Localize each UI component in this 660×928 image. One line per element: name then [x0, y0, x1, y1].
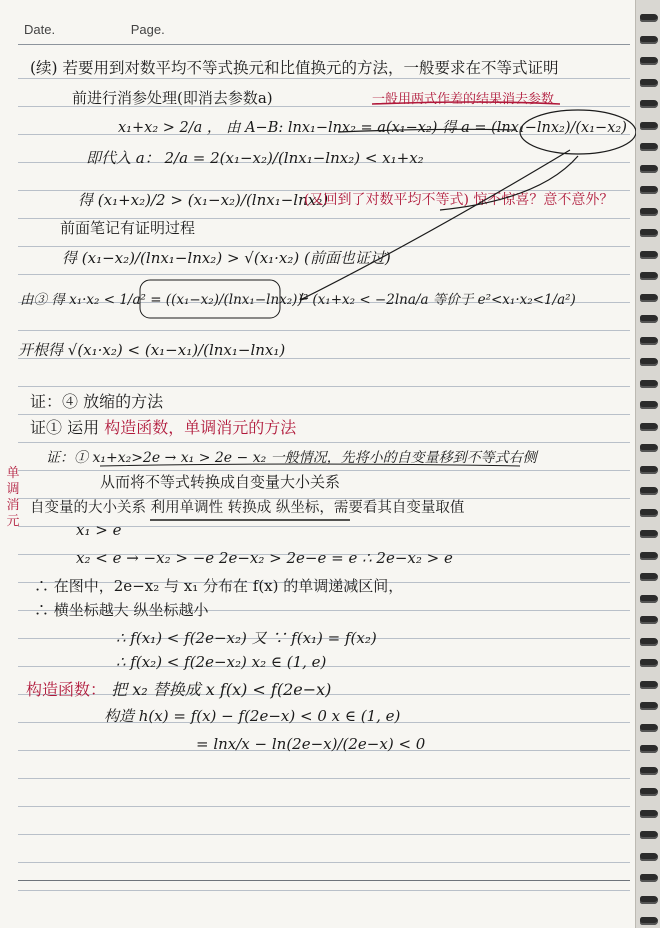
- note-line-23: = lnx/x − ln(2e−x)/(2e−x) < 0: [196, 735, 426, 753]
- note-line-1: (续) 若要用到对数平均不等式换元和比值换元的方法，一般要求在不等式证明: [30, 59, 559, 77]
- binding-ring: [640, 573, 658, 581]
- date-label: Date.: [24, 22, 56, 37]
- note-line-4: 即代入 a： 2/a = 2(x₁−x₂)/(lnx₁−lnx₂) < x₁+x₂: [86, 149, 424, 167]
- binding-ring: [640, 251, 658, 259]
- binding-ring: [640, 509, 658, 517]
- note-line-2: 前进行消参处理(即消去参数a): [72, 89, 273, 107]
- binding-ring: [640, 530, 658, 538]
- connector-arrow-1: [440, 156, 578, 210]
- note-line-13: 从而将不等式转换成自变量大小关系: [100, 473, 341, 491]
- binding-ring: [640, 788, 658, 796]
- binding-ring: [640, 853, 658, 861]
- binding-ring: [640, 122, 658, 130]
- binding-ring: [640, 14, 658, 22]
- binding-ring: [640, 165, 658, 173]
- binding-ring: [640, 423, 658, 431]
- binding-ring: [640, 143, 658, 151]
- page-label: Page.: [130, 22, 165, 37]
- red-underline: [372, 102, 560, 104]
- binding-ring: [640, 36, 658, 44]
- binding-ring: [640, 616, 658, 624]
- note-line-15: x₁ > e: [76, 521, 122, 539]
- binding-ring: [640, 681, 658, 689]
- binding-ring: [640, 315, 658, 323]
- connector-arrow-2: [300, 150, 570, 300]
- note-line-8: 由③ 得 x₁·x₂ < 1/a² = ((x₁−x₂)/(lnx₁−lnx₂))² (x₁+x₂ < −2lna/a 等价于 e²<x₁·x₂<1/a²): [20, 292, 576, 308]
- method-construct-label: 构造函数，单调消元的方法: [104, 418, 297, 437]
- note-line-12: 证：① x₁+x₂>2e → x₁ > 2e − x₂ 一般情况，先将小的自变量移到不等式右侧: [46, 450, 537, 466]
- squared-fraction-box: [140, 280, 280, 318]
- binding-ring: [640, 767, 658, 775]
- binding-ring: [640, 380, 658, 388]
- binding-ring: [640, 401, 658, 409]
- note-line-22: 构造 h(x) = f(x) − f(2e−x) < 0 x ∈ (1, e): [104, 707, 401, 725]
- a-expression-circle: [520, 110, 636, 154]
- binding-ring: [640, 358, 658, 366]
- binding-ring: [640, 229, 658, 237]
- binding-ring: [640, 466, 658, 474]
- binding-ring: [640, 100, 658, 108]
- binding-ring: [640, 810, 658, 818]
- binding-ring: [640, 79, 658, 87]
- binding-ring: [640, 186, 658, 194]
- note-line-6: 前面笔记有证明过程: [60, 219, 196, 237]
- binding-ring: [640, 702, 658, 710]
- binding-ring: [640, 272, 658, 280]
- replace-variable-text: 把 x₂ 替换成 x f(x) < f(2e−x): [111, 680, 332, 699]
- note-line-5-red: (又回到了对数平均不等式) 惊不惊喜？意不意外？: [304, 192, 614, 208]
- note-line-16: x₂ < e → −x₂ > −e 2e−x₂ > 2e−e = e ∴ 2e−x₂ > e: [76, 549, 453, 567]
- binding-ring: [640, 831, 658, 839]
- binding-ring: [640, 638, 658, 646]
- binding-ring: [640, 337, 658, 345]
- note-line-20: ∴ f(x₂) < f(2e−x₂) x₂ ∈ (1, e): [116, 653, 327, 671]
- margin-note: 单调消元: [6, 466, 20, 529]
- spiral-binding: [636, 0, 660, 928]
- binding-ring: [640, 917, 658, 925]
- note-line-5: 得 (x₁+x₂)/2 > (x₁−x₂)/(lnx₁−lnx₂): [78, 191, 329, 209]
- binding-ring: [640, 57, 658, 65]
- note-line-3: x₁+x₂ > 2/a ， 由 A−B: lnx₁−lnx₂ = a(x₁−x₂) 得 a = (lnx₁−lnx₂)/(x₁−x₂): [118, 120, 627, 136]
- binding-ring: [640, 724, 658, 732]
- note-line-18: ∴ 横坐标越大 纵坐标越小: [34, 601, 209, 619]
- bracket-line: [100, 464, 520, 466]
- binding-ring: [640, 874, 658, 882]
- binding-ring: [640, 294, 658, 302]
- binding-ring: [640, 659, 658, 667]
- note-line-2-red: 一般用两式作差的结果消去参数: [372, 92, 555, 107]
- note-line-17: ∴ 在图中，2e−x₂ 与 x₁ 分布在 f(x) 的单调递减区间，: [34, 577, 404, 595]
- binding-ring: [640, 896, 658, 904]
- proof-four-heading: 证：④ 放缩的方法: [30, 392, 164, 411]
- binding-ring: [640, 444, 658, 452]
- binding-ring: [640, 552, 658, 560]
- binding-ring: [640, 208, 658, 216]
- note-line-14: 自变量的大小关系 利用单调性 转换成 纵坐标，需要看其自变量取值: [30, 500, 465, 516]
- note-line-7: 得 (x₁−x₂)/(lnx₁−lnx₂) > √(x₁·x₂) (前面也证过): [62, 249, 391, 267]
- proof-one-label: 证① 运用: [30, 418, 100, 437]
- construct-function-heading: 构造函数：: [26, 680, 107, 699]
- binding-ring: [640, 745, 658, 753]
- note-line-19: ∴ f(x₁) < f(2e−x₂) 又 ∵ f(x₁) = f(x₂): [116, 629, 377, 647]
- note-line-9: 开根得 √(x₁·x₂) < (x₁−x₁)/(lnx₁−lnx₁): [18, 341, 286, 359]
- binding-ring: [640, 487, 658, 495]
- equation-underline: [338, 129, 515, 132]
- binding-ring: [640, 595, 658, 603]
